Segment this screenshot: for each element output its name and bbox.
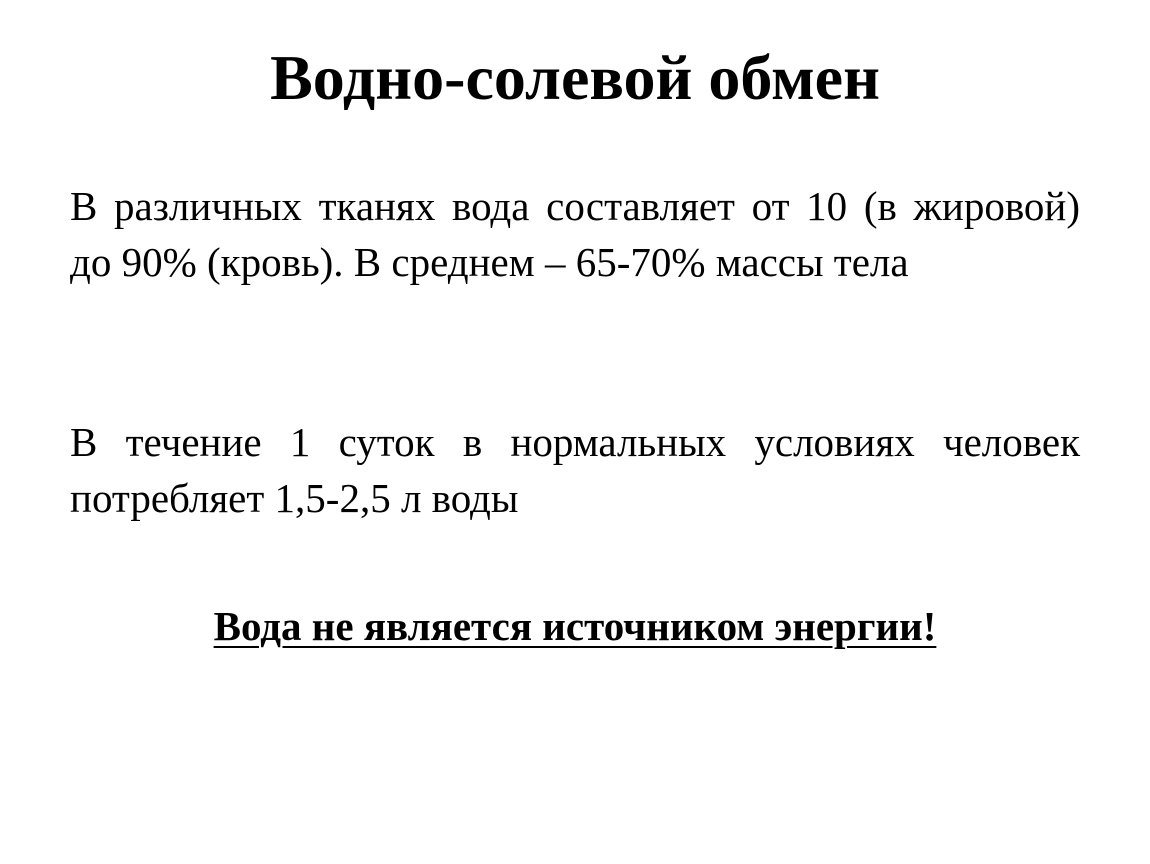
emphasis-statement: Вода не является источником энергии! <box>213 603 937 649</box>
paragraph-daily-intake: В течение 1 суток в нормальных условиях человек потребляет 1,5-2,5 л воды <box>70 419 1080 521</box>
slide-title: Водно-солевой обмен <box>270 42 880 113</box>
paragraph-water-content: В различных тканях вода составляет от 10 (в жировой) до 90% (кровь). В среднем – 65-70% массы тела <box>70 183 1080 285</box>
